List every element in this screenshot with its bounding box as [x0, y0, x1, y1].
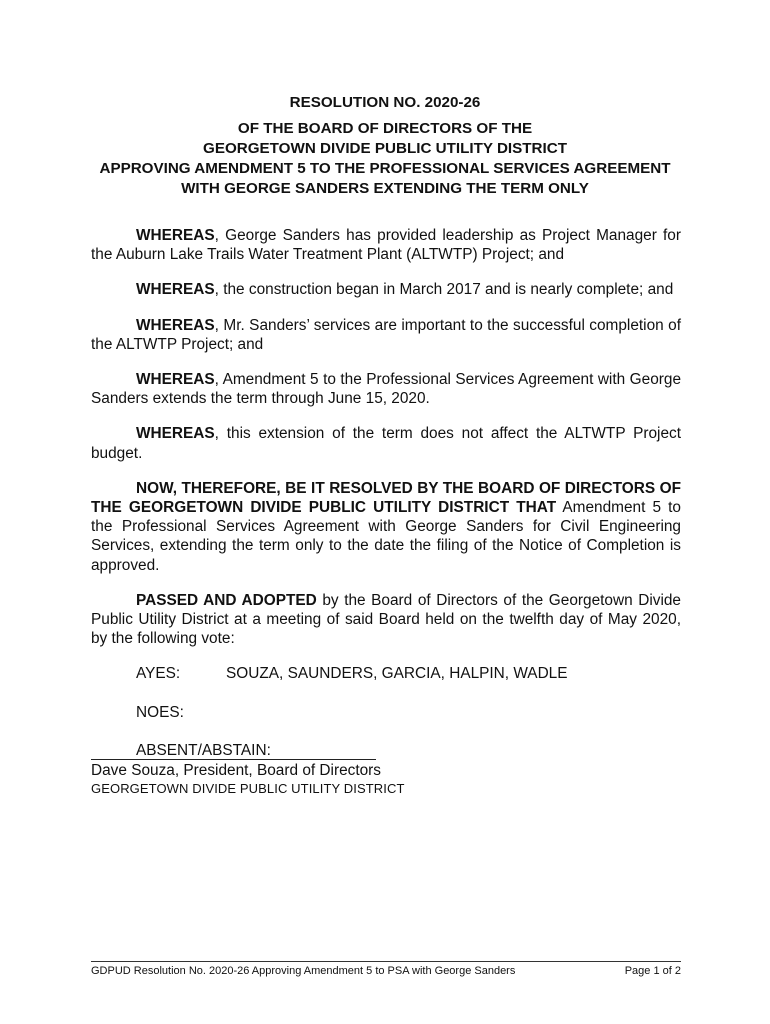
paragraph-lead: WHEREAS	[136, 316, 215, 334]
paragraph-text: , this extension of the term does not affect the ALTWTP Project budget.	[91, 425, 681, 462]
paragraph-text: , Mr. Sanders’ services are important to the successful completion of the ALTWTP Project; and	[91, 316, 681, 353]
absent-label: ABSENT/ABSTAIN:	[136, 741, 271, 759]
whereas-paragraph-2	[91, 280, 681, 299]
paragraph-lead: WHEREAS	[136, 281, 215, 299]
resolved-paragraph	[91, 479, 681, 575]
footer-divider	[91, 961, 681, 962]
title-line-3: APPROVING AMENDMENT 5 TO THE PROFESSIONAL SERVICES AGREEMENT	[99, 160, 671, 177]
signature-line	[91, 759, 376, 760]
ayes-label: AYES:	[136, 665, 181, 683]
signer-organization: GEORGETOWN DIVIDE PUBLIC UTILITY DISTRICT	[91, 781, 405, 796]
title-line-1: OF THE BOARD OF DIRECTORS OF THE	[237, 120, 533, 137]
noes-row	[136, 703, 681, 722]
absent-row	[136, 741, 681, 760]
ayes-row	[136, 664, 681, 683]
ayes-value: SOUZA, SAUNDERS, GARCIA, HALPIN, WADLE	[226, 665, 568, 683]
paragraph-text: , Amendment 5 to the Professional Services Agreement with George Sanders extends the term through June 15, 2020.	[91, 371, 681, 408]
whereas-paragraph-3	[91, 316, 681, 354]
paragraph-text: Amendment 5 to the Professional Services Agreement with George Sanders for Civil Engineering Services, extending the term only to the date the filing of the Notice of Completion is approved.	[91, 499, 681, 574]
footer-page-number: Page 1 of 2	[624, 965, 681, 977]
title-line-2: GEORGETOWN DIVIDE PUBLIC UTILITY DISTRICT	[203, 140, 567, 157]
whereas-paragraph-1	[91, 226, 681, 264]
title-line-4: WITH GEORGE SANDERS EXTENDING THE TERM ONLY	[181, 180, 589, 197]
paragraph-text: by the Board of Directors of the Georgetown Divide Public Utility District at a meeting of said Board held on the twelfth day of May 2020, by the following vote:	[91, 591, 681, 648]
footer-document-title: GDPUD Resolution No. 2020-26 Approving Amendment 5 to PSA with George Sanders	[91, 965, 516, 977]
noes-label: NOES:	[136, 703, 184, 721]
passed-adopted-paragraph	[91, 591, 681, 649]
whereas-paragraph-5	[91, 424, 681, 462]
paragraph-lead: WHEREAS	[136, 425, 215, 443]
whereas-paragraph-4	[91, 370, 681, 408]
paragraph-lead: WHEREAS	[136, 227, 215, 244]
resolution-body	[91, 226, 681, 779]
resolution-number: RESOLUTION NO. 2020-26	[289, 94, 481, 111]
resolution-title-block	[60, 93, 710, 199]
signer-name: Dave Souza, President, Board of Directors	[91, 762, 381, 779]
paragraph-lead: NOW, THEREFORE, BE IT RESOLVED BY THE BOARD OF DIRECTORS OF THE GEORGETOWN DIVIDE PUBLIC UTILITY DISTRICT THAT	[91, 479, 681, 517]
paragraph-text: , the construction began in March 2017 and is nearly complete; and	[214, 281, 674, 299]
paragraph-lead: PASSED AND ADOPTED	[136, 591, 317, 609]
paragraph-lead: WHEREAS	[136, 371, 215, 389]
paragraph-text: , George Sanders has provided leadership as Project Manager for the Auburn Lake Trails Water Treatment Plant (ALTWTP) Project; and	[91, 227, 681, 264]
